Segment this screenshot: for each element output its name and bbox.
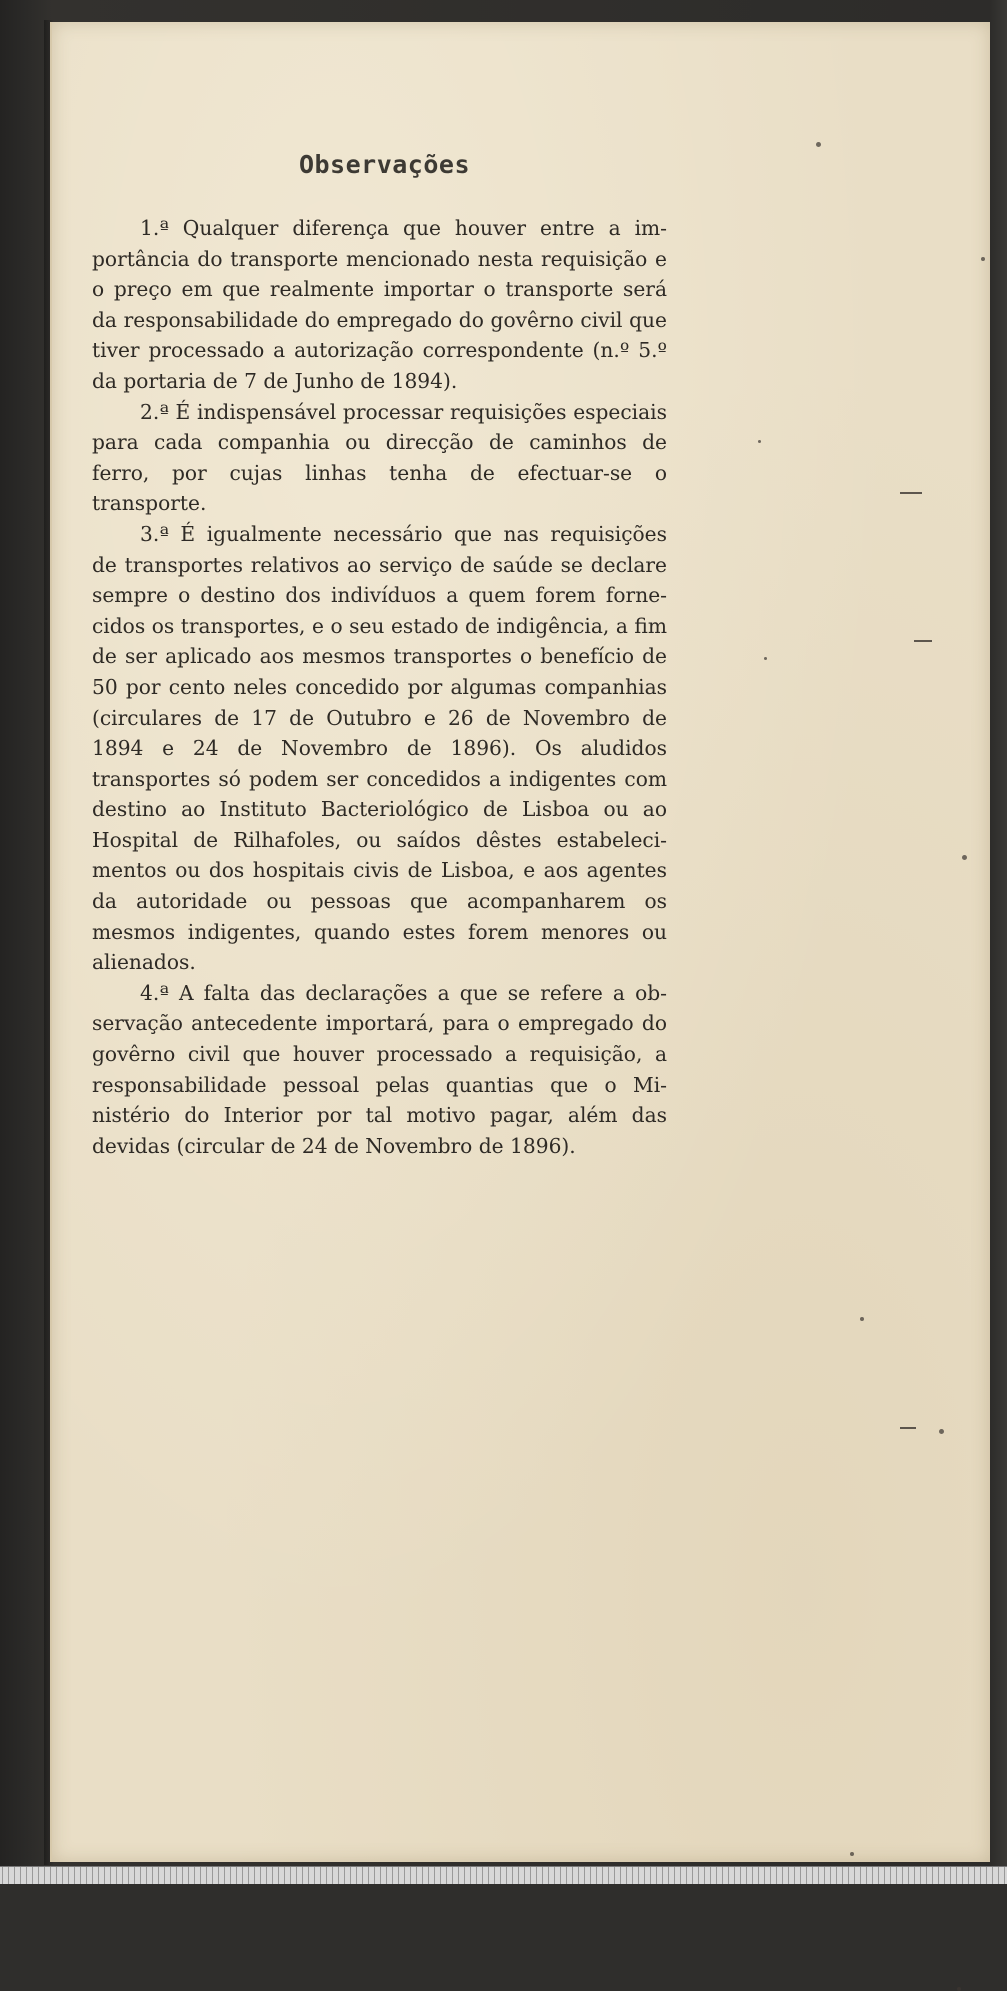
speck-mark xyxy=(816,142,821,147)
speck-mark xyxy=(758,440,761,443)
dash-mark xyxy=(914,640,932,642)
speck-mark xyxy=(962,855,967,860)
observation-paragraph-4: 4.ª A falta das declarações a que se refere a observação antecedente importará, para o empregado do govêrno civil que houver processado a requisição, a responsabilidade pessoal pelas quantias que o Ministério do Interior por tal motivo pagar, além das devidas (circular de 24 de Novembro de 1896). xyxy=(92,980,667,1158)
page-title: Observações xyxy=(298,150,471,179)
speck-mark xyxy=(850,1852,854,1856)
observations-block xyxy=(92,150,667,1161)
speck-mark xyxy=(957,1987,961,1991)
speck-mark xyxy=(764,657,767,660)
dash-mark xyxy=(900,492,922,494)
observation-paragraph-2: 2.ª É indispensável processar requisições especiais para cada companhia ou direcção de caminhos de ferro, por cujas linhas tenha de efectuar-se o transporte. xyxy=(92,399,667,516)
dash-mark xyxy=(900,1427,916,1429)
observation-paragraph-3: 3.ª É igualmente necessário que nas requisições de transportes relativos ao serviço de saúde se declare sempre o destino dos indivíduos a quem forem fornecidos os transportes, e o seu estado de indigência, a fim de ser aplicado aos mesmos transportes o benefício de 50 por cento neles concedido por algumas companhias (circulares de 17 de Outubro e 26 de Novembro de 1894 e 24 de Novembro de 1896). Os aludidos transportes só podem ser concedidos a indigentes com destino ao Instituto Bacteriológico de Lisboa ou ao Hospital de Rilhafoles, ou saídos dêstes estabelecimentos ou dos hospitais civis de Lisboa, e aos agentes da autoridade ou pessoas que acompanharem os mesmos indigentes, quando estes forem menores ou alienados. xyxy=(92,521,667,975)
speck-mark xyxy=(860,1317,864,1321)
speck-mark xyxy=(939,1429,944,1434)
speck-mark xyxy=(981,257,985,261)
observation-paragraph-1: 1.ª Qualquer diferença que houver entre a importância do transporte mencionado nesta requisição e o preço em que realmente importar o transporte será da responsabilidade do empregado do govêrno civil que tiver processado a autorização correspondente (n.º 5.º da portaria de 7 de Junho de 1894). xyxy=(92,216,667,393)
scan-ruler-strip xyxy=(0,1866,1007,1884)
